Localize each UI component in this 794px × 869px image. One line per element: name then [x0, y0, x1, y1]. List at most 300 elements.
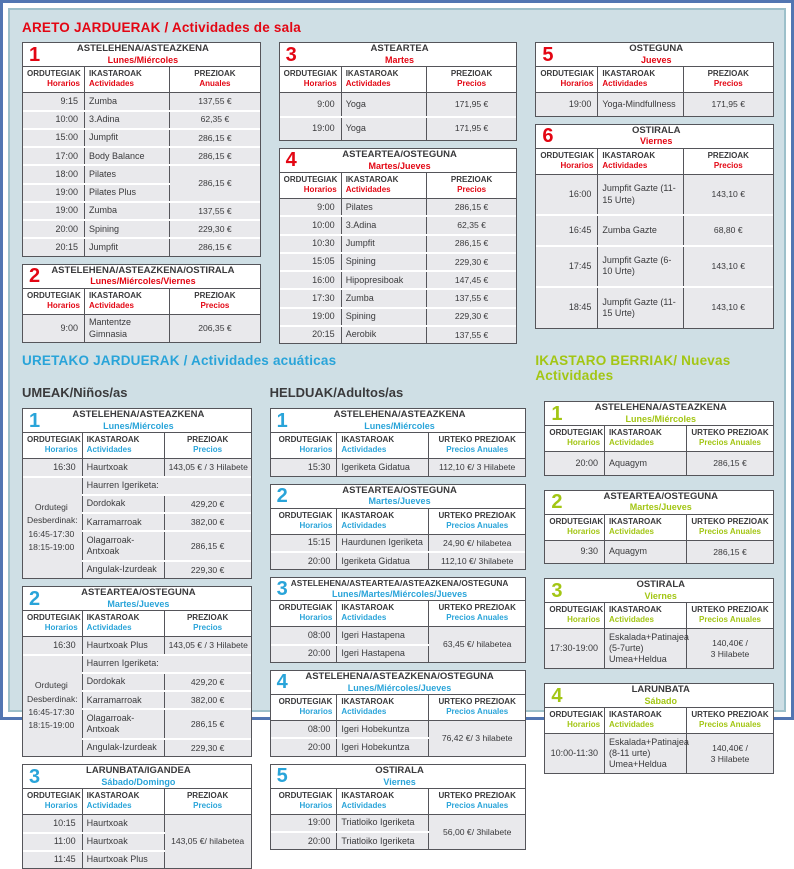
table-title-row — [536, 43, 773, 67]
uretako-heading-basque: URETAKO JARDUERAK / — [22, 353, 188, 369]
table-row — [280, 326, 517, 343]
table-title-spanish: Martes/Jueves — [368, 160, 431, 171]
column-header-time — [271, 509, 337, 535]
time-slot-group: Ordutegi Desberdinak: 16:45-17:30 18:15-19:00 — [23, 477, 82, 579]
column-header-activity — [337, 789, 429, 815]
activity-cell: Hipopresiboak — [341, 271, 426, 289]
table-title-row — [23, 587, 251, 611]
table-title-spanish: Martes/Jueves — [629, 502, 692, 513]
price-cell: 429,20 € — [164, 495, 251, 513]
column-header-basque: IKASTAROAK — [89, 69, 142, 79]
table-row — [280, 93, 517, 117]
table-title-basque: ASTEARTEA/OSTEGUNA — [342, 148, 457, 160]
uretako-section-heading — [22, 353, 517, 368]
activity-cell: Zumba — [85, 202, 170, 220]
column-header-activity — [341, 173, 426, 199]
table-title-basque: ASTEARTEA/OSTEGUNA — [342, 484, 457, 496]
column-header-spanish: Anuales — [199, 79, 231, 89]
column-header-time — [271, 695, 337, 721]
column-header-price — [429, 433, 526, 459]
schedule-grid — [23, 433, 251, 578]
column-header-basque: URTEKO PREZIOAK — [691, 605, 769, 615]
column-header-spanish: Horarios — [299, 800, 333, 810]
table-title-row — [545, 402, 773, 426]
table-title-row — [23, 43, 260, 67]
column-header-basque: PREZIOAK — [707, 150, 749, 160]
column-header-spanish: Horarios — [47, 300, 81, 310]
table-titles — [565, 492, 770, 513]
areto-heading-spanish: Actividades de sala — [168, 20, 301, 35]
areto-column-1 — [22, 42, 261, 343]
time-cell: 18:45 — [536, 287, 598, 328]
schedule-grid — [23, 789, 251, 868]
column-header-time — [545, 515, 604, 541]
column-header-price — [164, 433, 251, 459]
column-header-basque: ORDUTEGIAK — [278, 697, 333, 707]
time-cell: 17:30-19:00 — [545, 629, 604, 668]
table-title-spanish: Lunes/Miércoles — [364, 420, 435, 431]
column-header-basque: IKASTAROAK — [86, 613, 140, 623]
column-header-spanish: Actividades — [89, 300, 134, 310]
activity-cell: Angulak-Izurdeak — [82, 739, 164, 756]
table-title-basque: ASTELEHENA/ASTEAZKENA — [333, 409, 466, 421]
table-row — [545, 734, 773, 773]
table-title-row — [271, 578, 526, 601]
uretako-heading-spanish: Actividades acuáticas — [187, 353, 337, 369]
price-cell: 286,15 € — [170, 147, 260, 165]
table-title-spanish: Martes/Jueves — [107, 598, 170, 609]
table-title-spanish: Jueves — [640, 54, 672, 65]
schedule-table-2 — [270, 484, 527, 571]
column-header-time — [271, 789, 337, 815]
price-cell: 206,35 € — [170, 314, 260, 342]
bottom-headings-row — [22, 351, 774, 385]
column-header-spanish: Precios — [200, 300, 230, 310]
price-cell: 229,30 € — [164, 739, 251, 756]
schedule-table-1 — [22, 408, 252, 579]
table-titles — [291, 766, 523, 787]
schedule-grid — [271, 695, 526, 756]
time-cell: 10:00-11:30 — [545, 734, 604, 773]
umeak-label: UMEAK/Niños/as — [22, 385, 128, 401]
column-header-price — [429, 601, 526, 627]
schedule-grid — [23, 611, 251, 756]
table-title-spanish: Martes/Jueves — [368, 496, 431, 507]
column-header-spanish: Horarios — [560, 79, 594, 89]
price-cell: 286,15 € — [164, 709, 251, 739]
activity-cell: Pilates Plus — [85, 184, 170, 202]
column-header-time — [23, 67, 85, 93]
table-title-row — [271, 671, 526, 695]
table-number: 3 — [276, 578, 288, 601]
table-titles — [300, 44, 514, 65]
price-cell: 62,35 € — [426, 216, 516, 234]
table-title-basque: LARUNBATA/IGANDEA — [86, 765, 191, 777]
column-header-basque: ORDUTEGIAK — [549, 516, 604, 526]
price-cell: 24,90 €/ hilabetea — [429, 534, 526, 552]
schedule-grid — [271, 509, 526, 570]
column-header-basque: IKASTAROAK — [602, 150, 656, 160]
column-header-activity — [605, 603, 687, 629]
table-title-basque: ASTELEHENA/ASTEAZKENA — [72, 409, 205, 421]
table-row — [280, 271, 517, 289]
activity-cell: Olagarroak-Antxoak — [82, 709, 164, 739]
activity-cell: Dordokak — [82, 495, 164, 513]
column-header-time — [23, 789, 82, 815]
column-header-basque: ORDUTEGIAK — [27, 435, 81, 445]
schedule-table-2 — [22, 586, 252, 757]
table-row — [23, 129, 260, 147]
activity-cell: Karramarroak — [82, 513, 164, 531]
activity-cell: Haurtxoak — [82, 459, 164, 477]
column-header-spanish: Precios Anuales — [699, 438, 761, 448]
schedule-grid — [23, 289, 260, 343]
schedule-grid — [271, 433, 526, 475]
column-header-spanish: Precios — [193, 801, 223, 811]
activity-cell: Zumba — [341, 289, 426, 307]
activity-group-header: Haurren Igeriketa: — [82, 655, 250, 673]
table-titles — [565, 580, 770, 601]
column-header-basque: IKASTAROAK — [89, 290, 142, 300]
time-cell: 9:15 — [23, 93, 85, 111]
price-cell: 140,40€ / 3 Hilabete — [686, 629, 773, 668]
column-header-spanish: Horarios — [303, 79, 337, 89]
time-cell: 16:45 — [536, 215, 598, 245]
ikastaro-heading-basque: IKASTARO BERRIAK/ — [535, 353, 678, 369]
column-header-basque: PREZIOAK — [186, 613, 229, 623]
column-header-price — [686, 603, 773, 629]
column-header-activity — [605, 426, 687, 452]
activity-cell: Eskalada+Patinajea (8-11 urte) Umea+Heldua — [605, 734, 687, 773]
activity-cell: Zumba Gazte — [598, 215, 683, 245]
column-header-spanish: Horarios — [560, 160, 594, 170]
column-header-time — [536, 67, 598, 93]
column-header-price — [429, 509, 526, 535]
table-title-basque: OSTIRALA — [375, 764, 424, 776]
table-number: 2 — [276, 485, 288, 508]
table-number: 1 — [29, 409, 41, 432]
column-header-time — [23, 611, 82, 637]
table-title-spanish: Lunes/Martes/Miércoles/Jueves — [332, 588, 468, 599]
table-row — [271, 534, 526, 552]
schedule-table-1 — [544, 401, 774, 476]
time-cell: 15:15 — [271, 534, 337, 552]
table-number: 2 — [29, 587, 41, 610]
table-number: 1 — [276, 409, 288, 432]
table-number: 3 — [29, 765, 41, 788]
table-number: 4 — [285, 149, 297, 172]
schedule-table-4 — [270, 670, 527, 757]
table-row — [536, 246, 773, 288]
column-header-price — [683, 149, 773, 175]
column-header-spanish: Actividades — [609, 615, 654, 625]
column-header-price — [170, 289, 260, 315]
price-cell: 382,00 € — [164, 691, 251, 709]
price-cell: 171,95 € — [426, 117, 516, 140]
activity-cell: Angulak-Izurdeak — [82, 561, 164, 578]
column-header-spanish: Horarios — [299, 520, 333, 530]
bottom-section — [22, 385, 774, 869]
table-titles — [43, 766, 248, 787]
table-title-row — [545, 491, 773, 515]
table-row — [280, 289, 517, 307]
column-header-time — [271, 601, 337, 627]
time-cell: 19:00 — [536, 93, 598, 116]
table-row — [536, 174, 773, 215]
table-row — [280, 199, 517, 217]
table-title-basque: LARUNBATA — [631, 684, 690, 696]
table-row — [23, 637, 251, 655]
table-row — [545, 629, 773, 668]
time-cell: 19:00 — [280, 117, 342, 140]
column-header-activity — [598, 149, 683, 175]
table-row — [280, 308, 517, 326]
activity-cell: Haurtxoak Plus — [82, 851, 164, 868]
column-header-basque: ORDUTEGIAK — [27, 613, 81, 623]
time-cell: 17:45 — [536, 246, 598, 288]
price-cell: 137,55 € — [170, 202, 260, 220]
table-title-basque: OSTEGUNA — [629, 43, 684, 54]
schedule-grid — [545, 515, 773, 563]
ikastaro-column — [544, 385, 774, 774]
column-header-time — [536, 149, 598, 175]
column-header-basque: URTEKO PREZIOAK — [438, 510, 516, 520]
price-cell: 286,15 € — [170, 165, 260, 202]
column-header-spanish: Actividades — [602, 160, 648, 170]
table-title-basque: ASTELEHENA/ASTEAZKENA — [594, 402, 727, 414]
table-title-spanish: Lunes/Miércoles — [625, 413, 696, 424]
price-cell: 286,15 € — [686, 540, 773, 563]
table-title-basque: OSTIRALA — [631, 124, 681, 136]
column-header-basque: PREZIOAK — [186, 435, 229, 445]
table-title-spanish: Martes — [385, 54, 415, 65]
schedule-grid — [23, 67, 260, 255]
price-cell: 137,55 € — [426, 289, 516, 307]
activity-cell: Jumpfit Gazte (11-15 Urte) — [598, 174, 683, 215]
price-cell: 63,45 €/ hilabetea — [429, 627, 526, 662]
time-cell: 9:30 — [545, 540, 604, 563]
schedule-table-2 — [544, 490, 774, 565]
column-header-basque: PREZIOAK — [194, 290, 236, 300]
activity-cell: Olagarroak-Antxoak — [82, 531, 164, 561]
table-titles — [43, 588, 248, 609]
price-cell: 429,20 € — [164, 673, 251, 691]
schedule-grid — [536, 149, 773, 328]
time-cell: 9:00 — [23, 314, 85, 342]
time-cell: 19:00 — [23, 184, 85, 202]
column-header-spanish: Actividades — [89, 79, 134, 89]
column-header-spanish: Horarios — [567, 615, 601, 625]
price-cell: 143,10 € — [683, 174, 773, 215]
column-header-basque: ORDUTEGIAK — [27, 290, 81, 300]
column-header-activity — [82, 789, 164, 815]
table-title-row — [271, 485, 526, 509]
umeak-column — [22, 385, 252, 869]
areto-heading-basque: ARETO JARDUERAK / — [22, 20, 169, 35]
column-header-spanish: Precios — [193, 445, 223, 455]
schedule-grid — [536, 67, 773, 115]
column-header-basque: ORDUTEGIAK — [549, 605, 604, 615]
table-number: 5 — [542, 43, 554, 66]
time-cell: 20:15 — [280, 326, 342, 343]
schedule-table-5 — [270, 764, 527, 851]
column-header-price — [686, 426, 773, 452]
column-header-time — [545, 426, 604, 452]
table-title-row — [280, 149, 517, 173]
column-header-time — [545, 708, 604, 734]
column-header-spanish: Horarios — [299, 707, 333, 717]
column-header-basque: URTEKO PREZIOAK — [438, 790, 516, 800]
price-cell: 286,15 € — [426, 235, 516, 253]
activity-cell: Triatloiko Igeriketa — [337, 814, 429, 832]
table-titles — [291, 579, 523, 599]
activity-cell: Aquagym — [605, 452, 687, 475]
table-title-spanish: Sábado — [644, 696, 677, 706]
column-header-activity — [598, 67, 683, 93]
column-header-spanish: Actividades — [86, 623, 132, 633]
table-row — [23, 202, 260, 220]
table-row — [271, 721, 526, 739]
table-row — [536, 93, 773, 116]
table-row — [23, 238, 260, 255]
column-header-basque: ORDUTEGIAK — [283, 175, 338, 185]
column-header-basque: PREZIOAK — [186, 791, 229, 801]
column-header-basque: ORDUTEGIAK — [540, 150, 595, 160]
areto-section — [22, 42, 774, 344]
table-title-basque: ASTEARTEA — [370, 43, 429, 54]
schedule-table-3 — [544, 578, 774, 669]
table-title-row — [280, 43, 517, 67]
price-cell: 140,40€ / 3 Hilabete — [686, 734, 773, 773]
column-header-activity — [82, 433, 164, 459]
price-cell: 286,15 € — [170, 129, 260, 147]
column-header-spanish: Precios Anuales — [699, 526, 761, 536]
column-header-spanish: Actividades — [341, 520, 387, 530]
column-header-spanish: Precios Anuales — [699, 615, 761, 625]
price-cell: 229,30 € — [170, 220, 260, 238]
column-header-basque: PREZIOAK — [450, 69, 493, 79]
time-cell: 16:00 — [536, 174, 598, 215]
table-row — [271, 552, 526, 569]
activity-cell: Spining — [341, 308, 426, 326]
table-titles — [556, 126, 770, 147]
column-header-basque: IKASTAROAK — [341, 790, 395, 800]
activity-cell: Haurtxoak — [82, 833, 164, 851]
column-header-basque: URTEKO PREZIOAK — [438, 435, 516, 445]
time-cell: 9:00 — [280, 93, 342, 117]
column-header-basque: IKASTAROAK — [609, 605, 662, 615]
price-cell: 286,15 € — [426, 199, 516, 217]
price-cell: 229,30 € — [426, 308, 516, 326]
column-header-basque: URTEKO PREZIOAK — [691, 516, 769, 526]
column-header-price — [170, 67, 260, 93]
price-cell: 147,45 € — [426, 271, 516, 289]
column-header-basque: IKASTAROAK — [609, 428, 662, 438]
price-cell: 143,05 € / 3 Hilabete — [164, 637, 251, 655]
table-titles — [565, 685, 770, 706]
price-cell: 143,05 €/ hilabetea — [164, 815, 251, 868]
time-cell: 9:00 — [280, 199, 342, 217]
table-titles — [43, 44, 257, 65]
column-header-basque: PREZIOAK — [707, 69, 749, 79]
time-cell: 19:00 — [23, 202, 85, 220]
column-header-basque: ORDUTEGIAK — [278, 790, 333, 800]
time-cell: 20:00 — [271, 552, 337, 569]
schedule-grid — [280, 67, 517, 140]
column-header-spanish: Actividades — [609, 720, 654, 730]
table-title-basque: ASTELEHENA/ASTEARTEA/ASTEAZKENA/OSTEGUNA — [290, 578, 509, 589]
time-cell: 17:00 — [23, 147, 85, 165]
time-cell: 20:00 — [271, 832, 337, 849]
activity-cell: Spining — [85, 220, 170, 238]
time-cell: 08:00 — [271, 721, 337, 739]
time-cell: 15:05 — [280, 253, 342, 271]
column-header-time — [271, 433, 337, 459]
column-header-spanish: Precios — [713, 79, 743, 89]
price-cell: 171,95 € — [683, 93, 773, 116]
table-title-spanish: Lunes/Miércoles — [107, 54, 179, 65]
table-row — [536, 215, 773, 245]
activity-cell: Igeriketa Gidatua — [337, 459, 429, 476]
time-cell: 20:15 — [23, 238, 85, 255]
column-header-activity — [337, 601, 429, 627]
activity-cell: Spining — [341, 253, 426, 271]
column-header-basque: ORDUTEGIAK — [27, 791, 81, 801]
column-header-time — [280, 67, 342, 93]
table-row — [280, 117, 517, 140]
price-cell: 143,05 € / 3 Hilabete — [164, 459, 251, 477]
activity-cell: Haurtxoak — [82, 815, 164, 833]
column-header-spanish: Precios Anuales — [446, 613, 509, 623]
column-header-price — [429, 695, 526, 721]
activity-cell: 3.Adina — [85, 111, 170, 129]
activity-cell: Jumpfit — [341, 235, 426, 253]
column-header-spanish: Horarios — [47, 79, 81, 89]
table-number: 2 — [29, 265, 41, 288]
price-cell: 137,55 € — [170, 93, 260, 111]
schedule-grid — [545, 708, 773, 773]
activity-cell: Jumpfit Gazte (6-10 Urte) — [598, 246, 683, 288]
table-number: 2 — [551, 491, 563, 514]
column-header-price — [164, 611, 251, 637]
column-header-basque: URTEKO PREZIOAK — [691, 710, 769, 720]
areto-column-3 — [535, 42, 774, 329]
activity-cell: Jumpfit — [85, 238, 170, 255]
time-cell: 16:30 — [23, 637, 82, 655]
activity-cell: Yoga — [341, 117, 426, 140]
table-titles — [565, 403, 770, 424]
activity-cell: Igeri Hastapena — [337, 627, 429, 645]
column-header-activity — [605, 515, 687, 541]
time-cell: 10:00 — [280, 216, 342, 234]
activity-cell: Haurtxoak Plus — [82, 637, 164, 655]
price-cell: 112,10 €/ 3hilabete — [429, 552, 526, 569]
column-header-spanish: Actividades — [609, 438, 654, 448]
table-title-row — [23, 765, 251, 789]
column-header-basque: IKASTAROAK — [341, 603, 395, 613]
table-titles — [43, 410, 248, 431]
activity-cell: Triatloiko Igeriketa — [337, 832, 429, 849]
table-titles — [556, 44, 770, 65]
column-header-spanish: Actividades — [341, 445, 387, 455]
column-header-basque: IKASTAROAK — [86, 435, 140, 445]
column-header-spanish: Horarios — [44, 623, 78, 633]
table-row — [536, 287, 773, 328]
column-header-spanish: Actividades — [602, 79, 648, 89]
activity-cell: Igeri Hobekuntza — [337, 721, 429, 739]
activity-cell: Eskalada+Patinajea (5-7urte) Umea+Heldua — [605, 629, 687, 668]
table-title-basque: ASTELEHENA/ASTEAZKENA/OSTIRALA — [51, 264, 235, 276]
